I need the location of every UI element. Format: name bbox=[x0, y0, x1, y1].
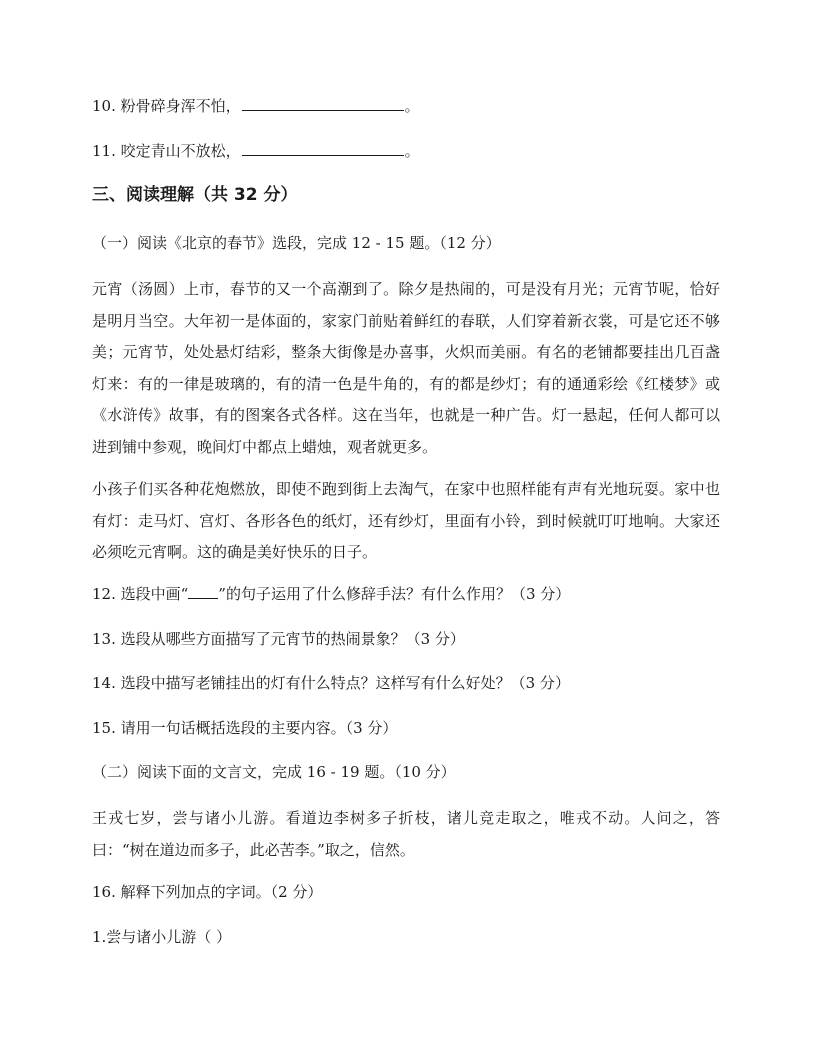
question-12-text: 12. 选段中画“ bbox=[92, 585, 189, 603]
passage-paragraph-2: 小孩子们买各种花炮燃放，即使不跑到街上去淘气，在家中也照样能有声有光地玩耍。家中也有灯：走马灯、宫灯、各形各色的纸灯，还有纱灯，里面有小铃，到时候就叮叮地响。大家还必须吃元宵啊。这的确是美好快乐的日子。 bbox=[92, 480, 720, 561]
question-11-end: 。 bbox=[404, 142, 420, 160]
question-16: 16. 解释下列加点的字词。（2 分） bbox=[92, 883, 323, 901]
answer-blank-11[interactable] bbox=[242, 141, 404, 156]
underline-mark bbox=[188, 584, 218, 599]
question-16-item-1: 1.尝与诸小儿游（ ） bbox=[92, 928, 232, 946]
classical-passage: 王戎七岁，尝与诸小儿游。看道边李树多子折枝，诸儿竞走取之，唯戎不动。人问之，答曰：“树在道边而多子，此必苦李。”取之，信然。 bbox=[92, 809, 720, 859]
question-13: 13. 选段从哪些方面描写了元宵节的热闹景象？（3 分） bbox=[92, 630, 465, 648]
part-two-heading: （二）阅读下面的文言文，完成 16 - 19 题。（10 分） bbox=[92, 763, 456, 781]
question-10-end: 。 bbox=[404, 97, 420, 115]
question-11-text: 11. 咬定青山不放松， bbox=[92, 142, 241, 160]
answer-blank-10[interactable] bbox=[242, 96, 404, 111]
passage-paragraph-1: 元宵（汤圆）上市，春节的又一个高潮到了。除夕是热闹的，可是没有月光；元宵节呢，恰好是明月当空。大年初一是体面的，家家门前贴着鲜红的春联，人们穿着新衣裳，可是它还不够美；元宵节，处处悬灯结彩，整条大街像是办喜事，火炽而美丽。有名的老铺都要挂出几百盏灯来：有的一律是玻璃的，有的清一色是牛角的，有的都是纱灯；有的通通彩绘《红楼梦》或《水浒传》故事，有的图案各式各样。这在当年，也就是一种广告。灯一悬起，任何人都可以进到铺中参观，晚间灯中都点上蜡烛，观者就更多。 bbox=[92, 280, 720, 456]
question-10-text: 10. 粉骨碎身浑不怕， bbox=[92, 97, 241, 115]
fill-in-question-10 bbox=[92, 96, 420, 116]
fill-in-question-11 bbox=[92, 141, 420, 161]
question-12-rest: ”的句子运用了什么修辞手法？有什么作用？（3 分） bbox=[218, 585, 571, 603]
section-three-title: 三、阅读理解（共 32 分） bbox=[92, 185, 298, 205]
part-one-heading: （一）阅读《北京的春节》选段，完成 12 - 15 题。（12 分） bbox=[92, 234, 501, 252]
question-15: 15. 请用一句话概括选段的主要内容。（3 分） bbox=[92, 719, 398, 737]
question-12 bbox=[92, 584, 570, 604]
question-14: 14. 选段中描写老铺挂出的灯有什么特点？这样写有什么好处？（3 分） bbox=[92, 674, 570, 692]
